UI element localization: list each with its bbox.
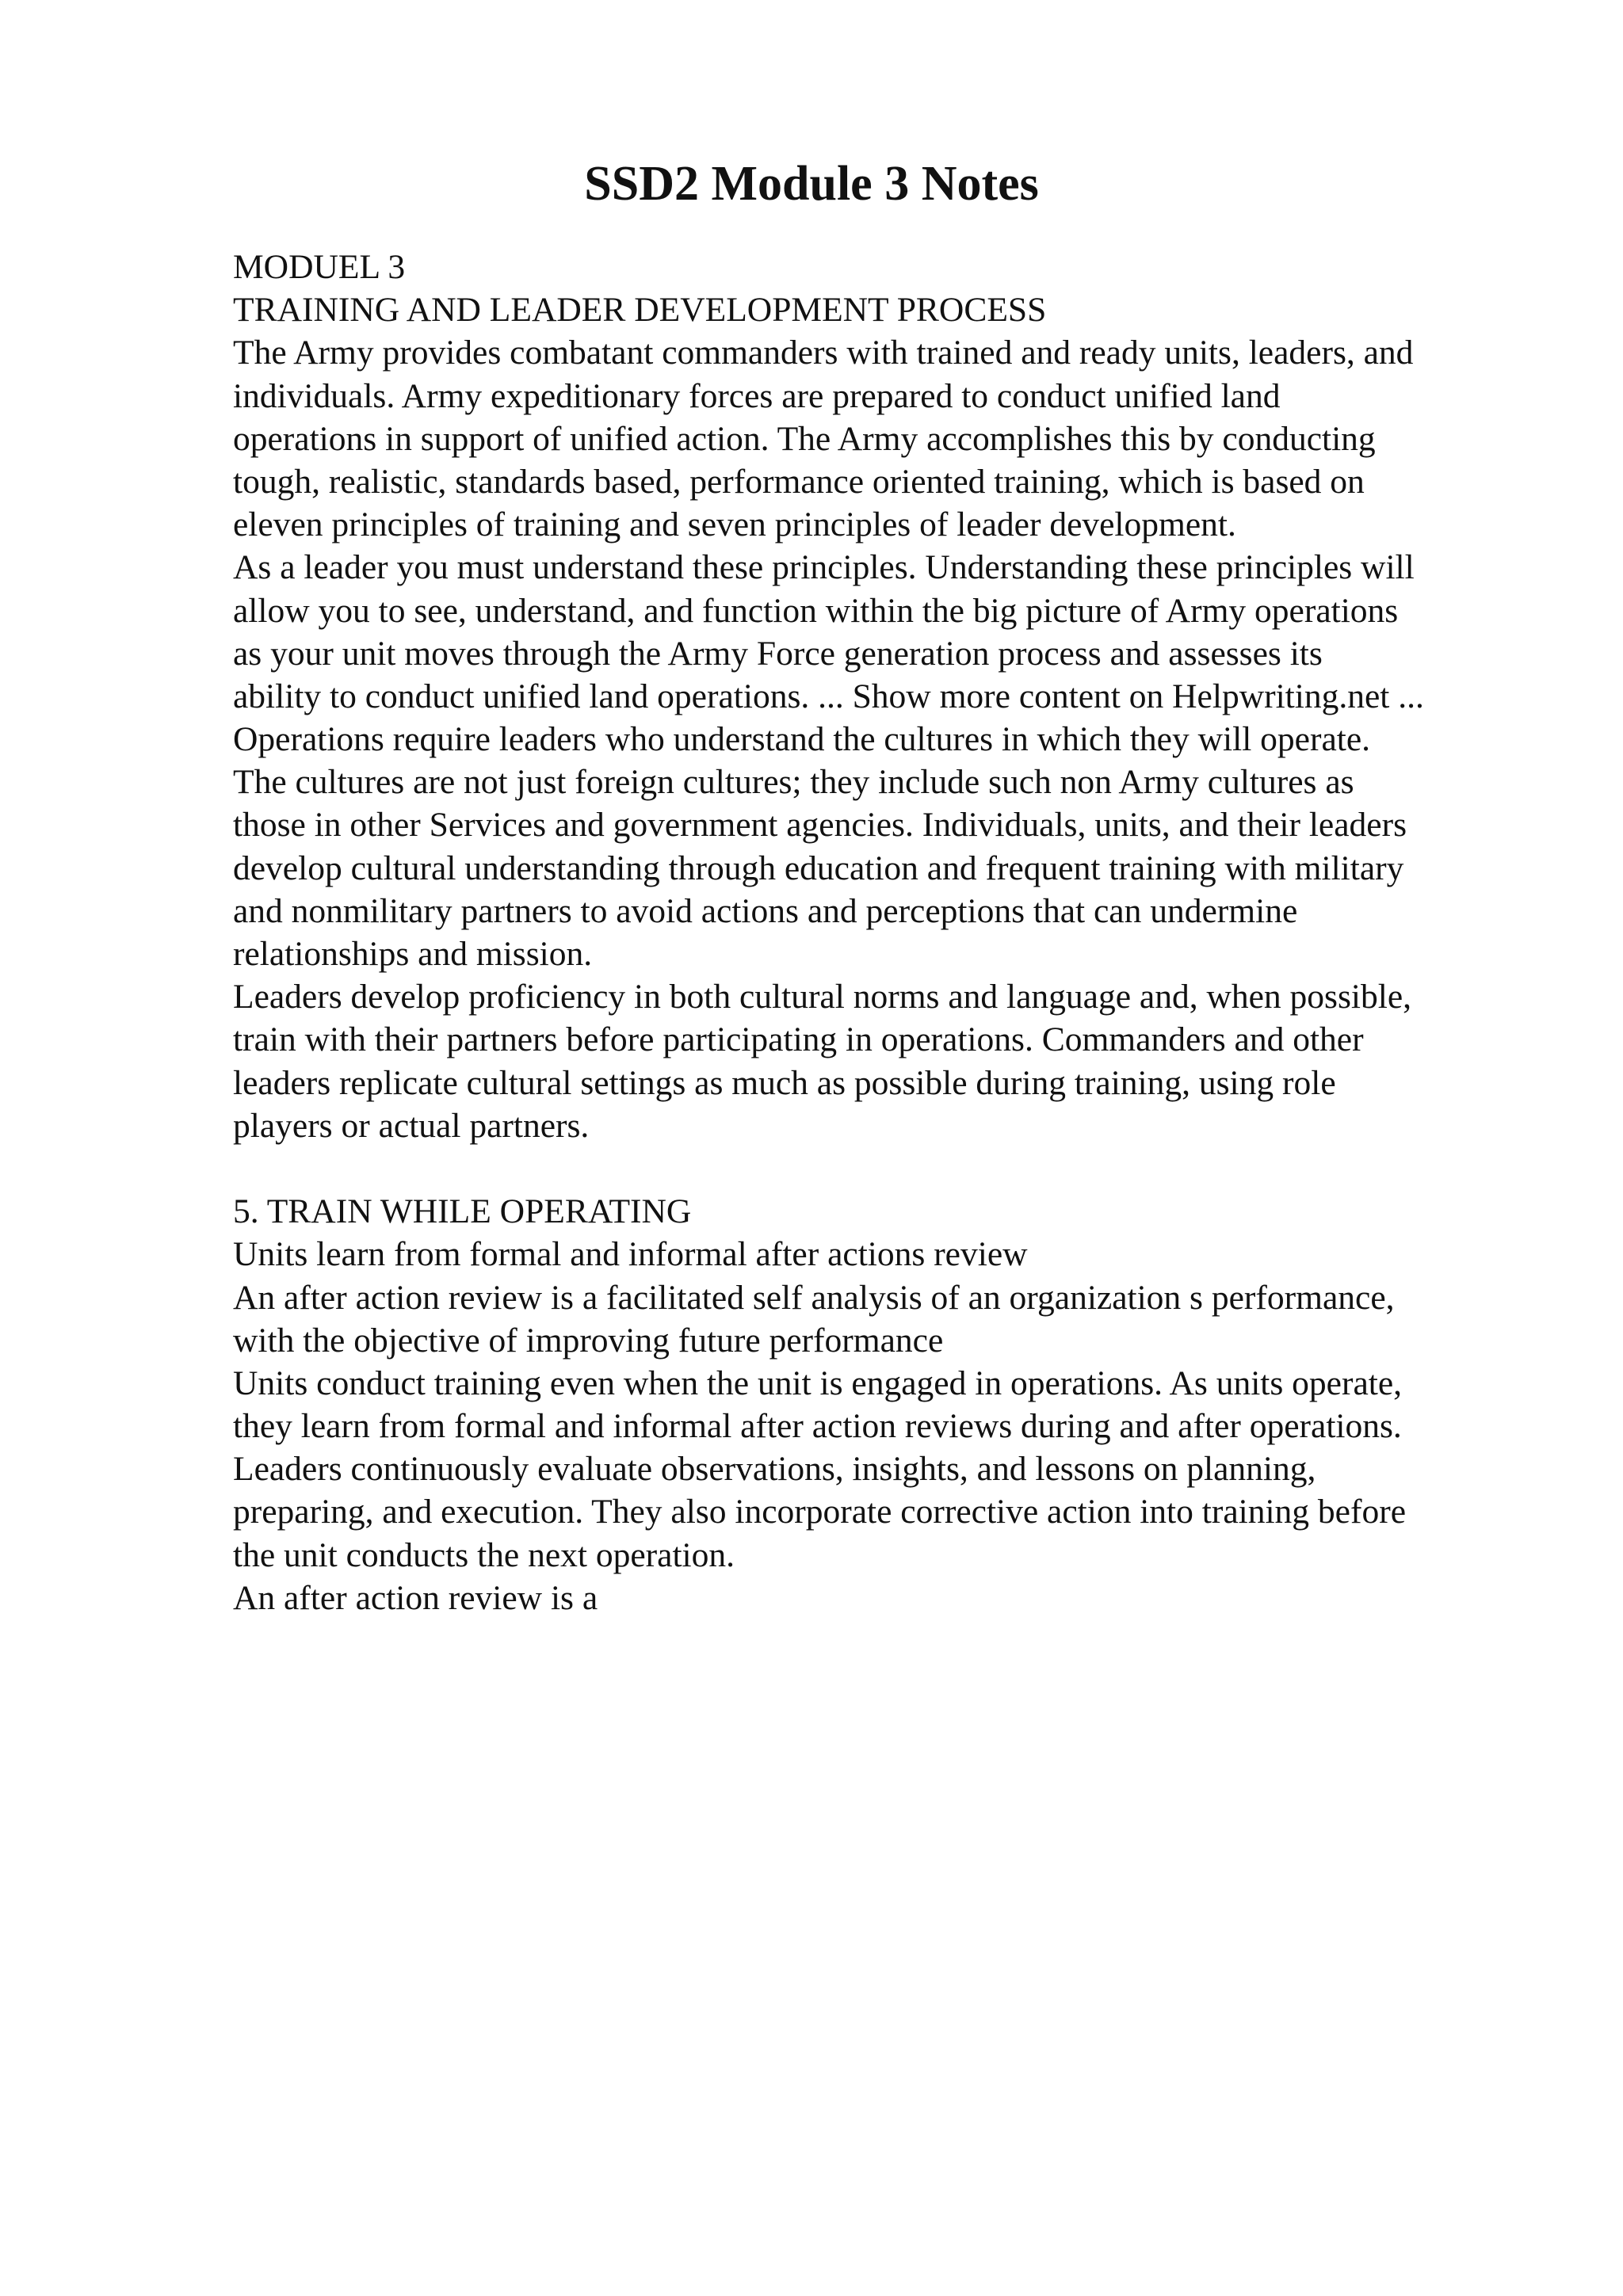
text-line: Units learn from formal and informal after actions review <box>233 1235 1028 1274</box>
text-line: with the objective of improving future performance <box>233 1321 944 1360</box>
text-line: players or actual partners. <box>233 1106 590 1145</box>
text-line: allow you to see, understand, and function within the big picture of Army operations <box>233 591 1399 630</box>
text-line: train with their partners before participating in operations. Commanders and other <box>233 1020 1364 1059</box>
text-line: individuals. Army expeditionary forces are prepared to conduct unified land <box>233 376 1281 415</box>
text-line: Leaders develop proficiency in both cultural norms and language and, when possible, <box>233 978 1412 1016</box>
text-line: TRAINING AND LEADER DEVELOPMENT PROCESS <box>233 291 1047 330</box>
text-line: An after action review is a facilitated self analysis of an organization s performance, <box>233 1278 1395 1317</box>
section-heading: 5. TRAIN WHILE OPERATING <box>233 1192 692 1231</box>
document-body <box>233 246 1612 1619</box>
text-line: those in other Services and government agencies. Individuals, units, and their leaders <box>233 806 1407 845</box>
text-line: MODUEL 3 <box>233 248 406 286</box>
text-line: eleven principles of training and seven principles of leader development. <box>233 505 1236 544</box>
paragraph-2 <box>233 1190 1612 1619</box>
text-line: preparing, and execution. They also incorporate corrective action into training before <box>233 1493 1407 1531</box>
page-title: SSD2 Module 3 Notes <box>584 157 1039 211</box>
text-line: leaders replicate cultural settings as much as possible during training, using role <box>233 1063 1336 1102</box>
paragraph-spacer <box>233 1147 1612 1190</box>
text-line: the unit conducts the next operation. <box>233 1535 735 1574</box>
text-line: ability to conduct unified land operations. ... Show more content on Helpwriting.net ... <box>233 677 1424 715</box>
text-line: As a leader you must understand these principles. Understanding these principles will <box>233 548 1415 587</box>
text-line: develop cultural understanding through education and frequent training with military <box>233 849 1404 887</box>
text-line: operations in support of unified action. The Army accomplishes this by conducting <box>233 419 1376 458</box>
text-line: tough, realistic, standards based, performance oriented training, which is based on <box>233 462 1365 501</box>
text-line: relationships and mission. <box>233 935 593 973</box>
text-line: The Army provides combatant commanders with trained and ready units, leaders, and <box>233 334 1414 372</box>
text-line: Units conduct training even when the unit is engaged in operations. As units operate, <box>233 1363 1403 1402</box>
text-line: Leaders continuously evaluate observations, insights, and lessons on planning, <box>233 1450 1316 1489</box>
text-line: An after action review is a <box>233 1578 598 1617</box>
text-line: Operations require leaders who understand the cultures in which they will operate. <box>233 720 1371 759</box>
text-line: The cultures are not just foreign cultures; they include such non Army cultures as <box>233 763 1354 802</box>
text-line: they learn from formal and informal after action reviews during and after operations. <box>233 1407 1402 1446</box>
text-line: and nonmilitary partners to avoid actions and perceptions that can undermine <box>233 891 1298 930</box>
text-line: as your unit moves through the Army Force generation process and assesses its <box>233 634 1323 673</box>
paragraph-1 <box>233 246 1612 1147</box>
